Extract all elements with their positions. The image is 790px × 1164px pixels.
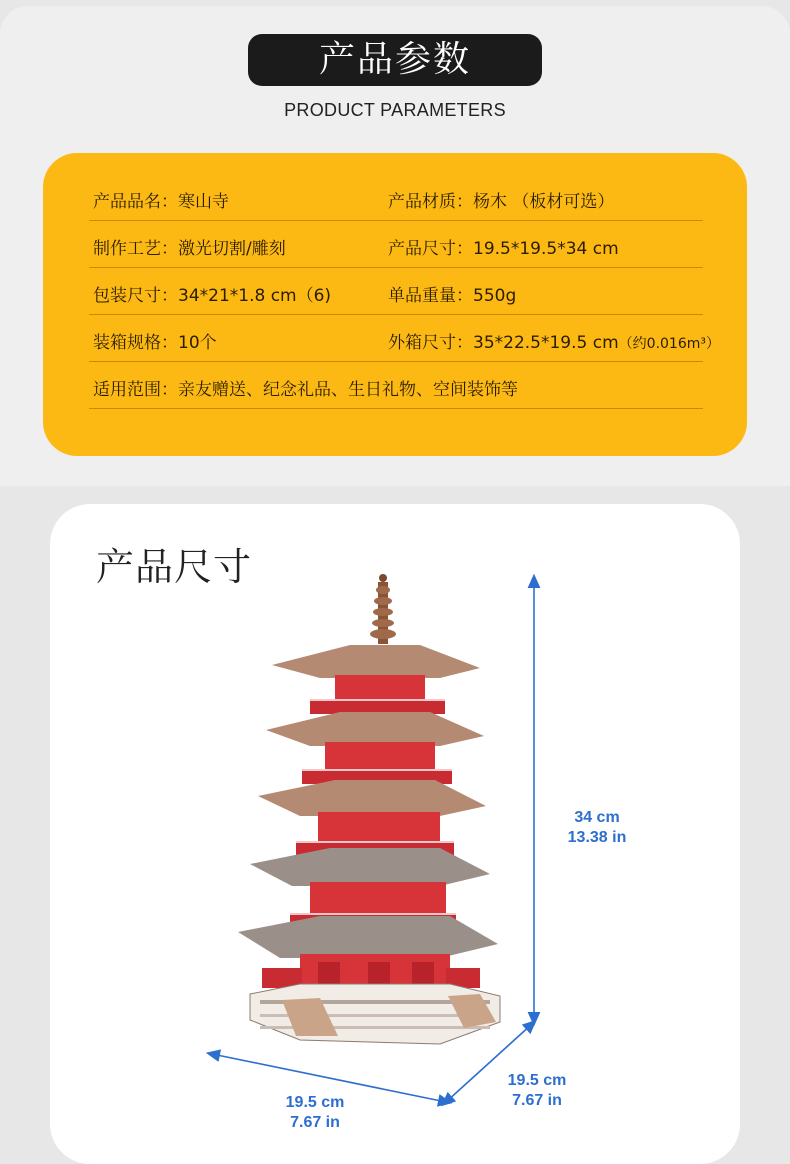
spec-note: （约0.016m³） xyxy=(618,336,720,352)
section-subtitle: PRODUCT PARAMETERS xyxy=(284,100,506,120)
spec-value: 550g xyxy=(473,286,517,306)
spec-label: 外箱尺寸： xyxy=(388,333,473,353)
depth-in: 7.67 in xyxy=(512,1092,562,1109)
pagoda-image xyxy=(238,574,500,1044)
spec-value: 亲友赠送、纪念礼品、生日礼物、空间装饰等 xyxy=(178,380,518,400)
spec-label: 包装尺寸： xyxy=(93,286,178,306)
height-in: 13.38 in xyxy=(567,829,627,846)
spec-value: 寒山寺 xyxy=(178,192,229,212)
height-dimension-label xyxy=(552,808,642,848)
depth-dimension-label xyxy=(492,1071,582,1111)
spec-value: 激光切割/雕刻 xyxy=(178,239,286,259)
spec-value: 35*22.5*19.5 cm xyxy=(473,333,619,353)
spec-label: 产品品名： xyxy=(93,192,178,212)
spec-label: 装箱规格： xyxy=(93,333,178,353)
spec-value: 34*21*1.8 cm（6) xyxy=(178,286,332,306)
width-cm: 19.5 cm xyxy=(285,1094,345,1111)
spec-value: 19.5*19.5*34 cm xyxy=(473,239,619,259)
spec-value: 10个 xyxy=(178,333,217,353)
height-cm: 34 cm xyxy=(574,809,620,826)
spec-label: 产品尺寸： xyxy=(388,239,473,259)
spec-label: 制作工艺： xyxy=(93,239,178,259)
size-title: 产品尺寸 xyxy=(96,545,253,589)
width-dimension-label xyxy=(270,1093,360,1133)
spec-label: 产品材质： xyxy=(388,192,473,212)
spec-label: 适用范围： xyxy=(93,380,178,400)
width-in: 7.67 in xyxy=(290,1114,340,1131)
section-title: 产品参数 xyxy=(248,34,542,86)
spec-label: 单品重量： xyxy=(388,286,473,306)
depth-cm: 19.5 cm xyxy=(507,1072,567,1089)
spec-value: 杨木 （板材可选） xyxy=(473,192,615,212)
